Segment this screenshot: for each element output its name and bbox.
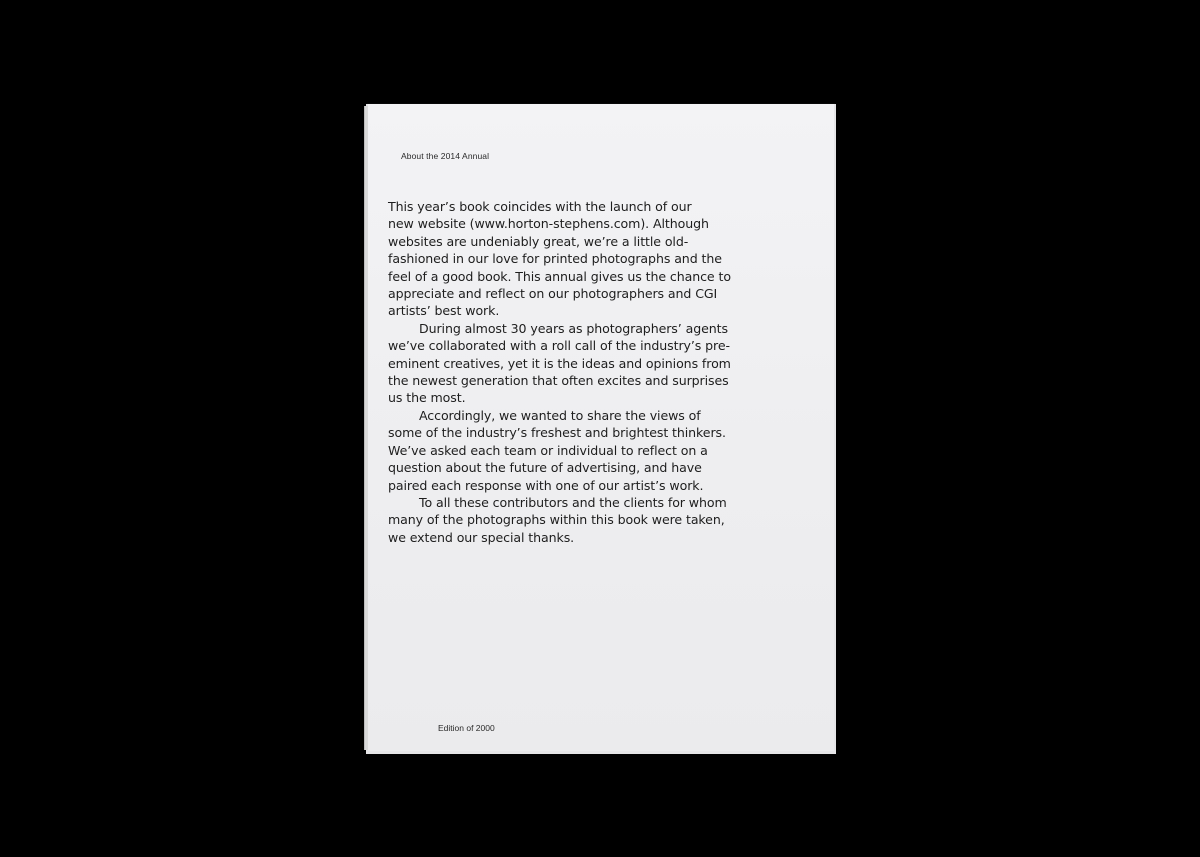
text-line: we extend our special thanks. bbox=[388, 529, 575, 545]
text-line: websites are undeniably great, we’re a little old- bbox=[388, 233, 689, 249]
book-page bbox=[368, 104, 834, 751]
text-line: This year’s book coincides with the launch of our bbox=[388, 199, 692, 214]
text-line: appreciate and reflect on our photographers and CGI bbox=[388, 286, 718, 302]
paragraph-3 bbox=[388, 407, 768, 494]
text-line: us the most. bbox=[388, 390, 466, 406]
text-line: During almost 30 years as photographers’ agents bbox=[419, 320, 728, 336]
text-line: feel of a good book. This annual gives us the chance to bbox=[388, 268, 731, 284]
text-line: eminent creatives, yet it is the ideas and opinions from bbox=[388, 355, 731, 371]
body-text bbox=[388, 198, 768, 546]
paragraph-4 bbox=[388, 494, 768, 546]
text-line: some of the industry’s freshest and brightest thinkers. bbox=[388, 425, 726, 441]
text-line: artists’ best work. bbox=[388, 303, 500, 319]
text-line: we’ve collaborated with a roll call of the industry’s pre- bbox=[388, 338, 730, 354]
text-line: many of the photographs within this book were taken, bbox=[388, 512, 725, 528]
running-head: About the 2014 Annual bbox=[401, 151, 490, 161]
text-line: fashioned in our love for printed photographs and the bbox=[388, 251, 722, 267]
text-line: question about the future of advertising, and have bbox=[388, 460, 702, 476]
text-line: We’ve asked each team or individual to reflect on a bbox=[388, 442, 708, 458]
paragraph-1 bbox=[388, 198, 768, 320]
text-line: new website (www.horton-stephens.com). Although bbox=[388, 216, 709, 232]
text-line: Accordingly, we wanted to share the views of bbox=[419, 407, 701, 423]
paragraph-2 bbox=[388, 320, 768, 407]
edition-note: Edition of 2000 bbox=[438, 723, 495, 733]
text-line: the newest generation that often excites and surprises bbox=[388, 373, 729, 389]
text-line: paired each response with one of our artist’s work. bbox=[388, 477, 704, 493]
text-line: To all these contributors and the clients for whom bbox=[419, 494, 727, 510]
